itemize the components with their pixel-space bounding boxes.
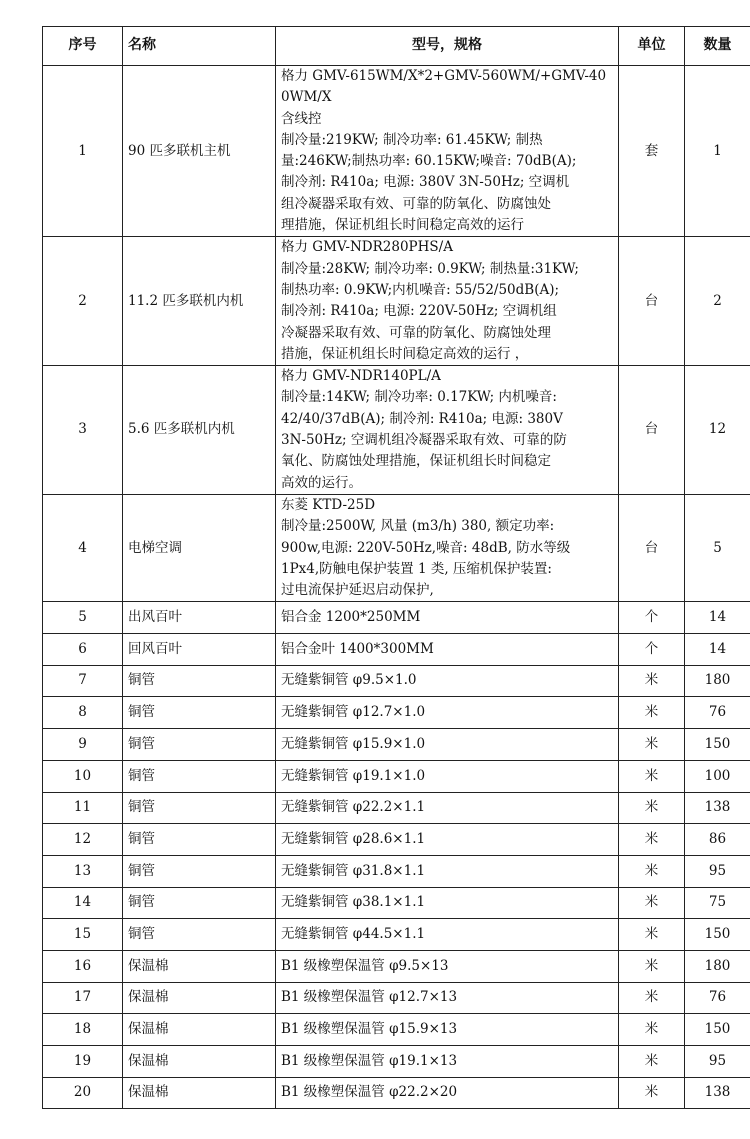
cell-no: 16 [43, 950, 123, 982]
cell-name: 铜管 [123, 887, 276, 919]
cell-qty: 12 [685, 366, 750, 495]
cell-name: 5.6 匹多联机内机 [123, 366, 276, 495]
table-row [43, 665, 750, 697]
cell-name: 保温棉 [123, 1046, 276, 1078]
cell-no: 1 [43, 66, 123, 237]
cell-qty: 180 [685, 950, 750, 982]
cell-qty: 14 [685, 602, 750, 634]
table-row [43, 1014, 750, 1046]
cell-spec: 格力 GMV-NDR140PL/A 制冷量:14KW; 制冷功率: 0.17KW; 内机噪音: 42/40/37dB(A); 制冷剂: R410a; 电源: 380V 3N-50Hz; 空调机组冷凝器采取有效、可靠的防 氧化、防腐蚀处理措施，保证机组长时间稳定 高效的运行。 [276, 366, 619, 495]
table-row [43, 824, 750, 856]
cell-no: 3 [43, 366, 123, 495]
cell-no: 18 [43, 1014, 123, 1046]
cell-no: 4 [43, 494, 123, 601]
header-unit: 单位 [619, 27, 685, 66]
cell-qty: 76 [685, 982, 750, 1014]
header-name: 名称 [123, 27, 276, 66]
cell-spec: 无缝紫铜管 φ31.8×1.1 [276, 855, 619, 887]
cell-name: 铜管 [123, 824, 276, 856]
cell-name: 电梯空调 [123, 494, 276, 601]
cell-spec: B1 级橡塑保温管 φ15.9×13 [276, 1014, 619, 1046]
table-row [43, 237, 750, 366]
cell-unit: 套 [619, 66, 685, 237]
cell-name: 铜管 [123, 729, 276, 761]
header-qty: 数量 [685, 27, 750, 66]
header-spec: 型号，规格 [276, 27, 619, 66]
cell-unit: 米 [619, 792, 685, 824]
cell-spec: 无缝紫铜管 φ38.1×1.1 [276, 887, 619, 919]
cell-no: 14 [43, 887, 123, 919]
cell-spec: B1 级橡塑保温管 φ19.1×13 [276, 1046, 619, 1078]
cell-qty: 1 [685, 66, 750, 237]
cell-no: 9 [43, 729, 123, 761]
cell-name: 保温棉 [123, 1077, 276, 1109]
cell-unit: 个 [619, 602, 685, 634]
cell-unit: 米 [619, 824, 685, 856]
cell-name: 铜管 [123, 919, 276, 951]
equipment-list-table [42, 26, 750, 1109]
cell-unit: 米 [619, 697, 685, 729]
table-row [43, 919, 750, 951]
cell-qty: 95 [685, 1046, 750, 1078]
table-row [43, 1046, 750, 1078]
cell-qty: 180 [685, 665, 750, 697]
cell-no: 15 [43, 919, 123, 951]
cell-spec: 东菱 KTD-25D 制冷量:2500W, 风量 (m3/h) 380, 额定功率: 900w,电源: 220V-50Hz,噪音: 48dB, 防水等级 1Px4,防触电保护装置 1 类, 压缩机保护装置: 过电流保护延迟启动保护, [276, 494, 619, 601]
cell-unit: 个 [619, 634, 685, 666]
cell-no: 20 [43, 1077, 123, 1109]
table-body [43, 66, 750, 1109]
cell-name: 保温棉 [123, 1014, 276, 1046]
cell-name: 90 匹多联机主机 [123, 66, 276, 237]
table-row [43, 982, 750, 1014]
cell-no: 10 [43, 760, 123, 792]
table-row [43, 729, 750, 761]
cell-unit: 米 [619, 729, 685, 761]
cell-unit: 米 [619, 760, 685, 792]
table-row [43, 366, 750, 495]
cell-no: 17 [43, 982, 123, 1014]
table-row [43, 494, 750, 601]
cell-spec: 无缝紫铜管 φ9.5×1.0 [276, 665, 619, 697]
cell-unit: 米 [619, 1046, 685, 1078]
cell-spec: 格力 GMV-NDR280PHS/A 制冷量:28KW; 制冷功率: 0.9KW; 制热量:31KW; 制热功率: 0.9KW;内机噪音: 55/52/50dB(A); 制冷剂: R410a; 电源: 220V-50Hz; 空调机组 冷凝器采取有效、可靠的防氧化、防腐蚀处理 措施，保证机组长时间稳定高效的运行 ， [276, 237, 619, 366]
cell-spec: 格力 GMV-615WM/X*2+GMV-560WM/+GMV-400WM/X 含线控 制冷量:219KW; 制冷功率: 61.45KW; 制热 量:246KW;制热功率: 60.15KW;噪音: 70dB(A); 制冷剂: R410a; 电源: 380V 3N-50Hz; 空调机 组冷凝器采取有效、可靠的防氧化、防腐蚀处 理措施，保证机组长时间稳定高效的运行 [276, 66, 619, 237]
cell-unit: 米 [619, 1077, 685, 1109]
cell-name: 铜管 [123, 792, 276, 824]
cell-name: 铜管 [123, 855, 276, 887]
cell-qty: 5 [685, 494, 750, 601]
cell-name: 出风百叶 [123, 602, 276, 634]
cell-no: 13 [43, 855, 123, 887]
table-row [43, 634, 750, 666]
cell-unit: 米 [619, 855, 685, 887]
cell-unit: 米 [619, 887, 685, 919]
cell-name: 保温棉 [123, 982, 276, 1014]
cell-unit: 米 [619, 982, 685, 1014]
cell-no: 5 [43, 602, 123, 634]
cell-name: 11.2 匹多联机内机 [123, 237, 276, 366]
cell-qty: 95 [685, 855, 750, 887]
cell-no: 6 [43, 634, 123, 666]
cell-unit: 米 [619, 950, 685, 982]
cell-name: 回风百叶 [123, 634, 276, 666]
cell-qty: 86 [685, 824, 750, 856]
cell-no: 19 [43, 1046, 123, 1078]
cell-name: 保温棉 [123, 950, 276, 982]
cell-qty: 138 [685, 792, 750, 824]
cell-qty: 76 [685, 697, 750, 729]
table-row [43, 950, 750, 982]
cell-no: 8 [43, 697, 123, 729]
table-row [43, 855, 750, 887]
cell-no: 2 [43, 237, 123, 366]
cell-unit: 米 [619, 1014, 685, 1046]
header-no: 序号 [43, 27, 123, 66]
cell-spec: 铝合金 1200*250MM [276, 602, 619, 634]
cell-spec: B1 级橡塑保温管 φ22.2×20 [276, 1077, 619, 1109]
table-row [43, 887, 750, 919]
cell-no: 12 [43, 824, 123, 856]
cell-qty: 150 [685, 729, 750, 761]
table-row [43, 602, 750, 634]
cell-no: 11 [43, 792, 123, 824]
cell-qty: 150 [685, 919, 750, 951]
cell-unit: 台 [619, 494, 685, 601]
cell-name: 铜管 [123, 697, 276, 729]
table-row [43, 697, 750, 729]
cell-qty: 14 [685, 634, 750, 666]
cell-spec: 无缝紫铜管 φ44.5×1.1 [276, 919, 619, 951]
cell-no: 7 [43, 665, 123, 697]
cell-unit: 台 [619, 366, 685, 495]
cell-spec: 无缝紫铜管 φ15.9×1.0 [276, 729, 619, 761]
table-row [43, 792, 750, 824]
cell-spec: 铝合金叶 1400*300MM [276, 634, 619, 666]
cell-name: 铜管 [123, 665, 276, 697]
cell-spec: B1 级橡塑保温管 φ12.7×13 [276, 982, 619, 1014]
cell-qty: 75 [685, 887, 750, 919]
table-row [43, 1077, 750, 1109]
cell-spec: 无缝紫铜管 φ19.1×1.0 [276, 760, 619, 792]
table-row [43, 760, 750, 792]
cell-qty: 100 [685, 760, 750, 792]
cell-spec: 无缝紫铜管 φ28.6×1.1 [276, 824, 619, 856]
cell-qty: 150 [685, 1014, 750, 1046]
header-row [43, 27, 750, 66]
cell-unit: 台 [619, 237, 685, 366]
cell-spec: 无缝紫铜管 φ12.7×1.0 [276, 697, 619, 729]
cell-unit: 米 [619, 919, 685, 951]
cell-qty: 138 [685, 1077, 750, 1109]
table-row [43, 66, 750, 237]
cell-name: 铜管 [123, 760, 276, 792]
cell-spec: B1 级橡塑保温管 φ9.5×13 [276, 950, 619, 982]
cell-qty: 2 [685, 237, 750, 366]
cell-spec: 无缝紫铜管 φ22.2×1.1 [276, 792, 619, 824]
equipment-list-table-wrapper [42, 26, 750, 1109]
cell-unit: 米 [619, 665, 685, 697]
